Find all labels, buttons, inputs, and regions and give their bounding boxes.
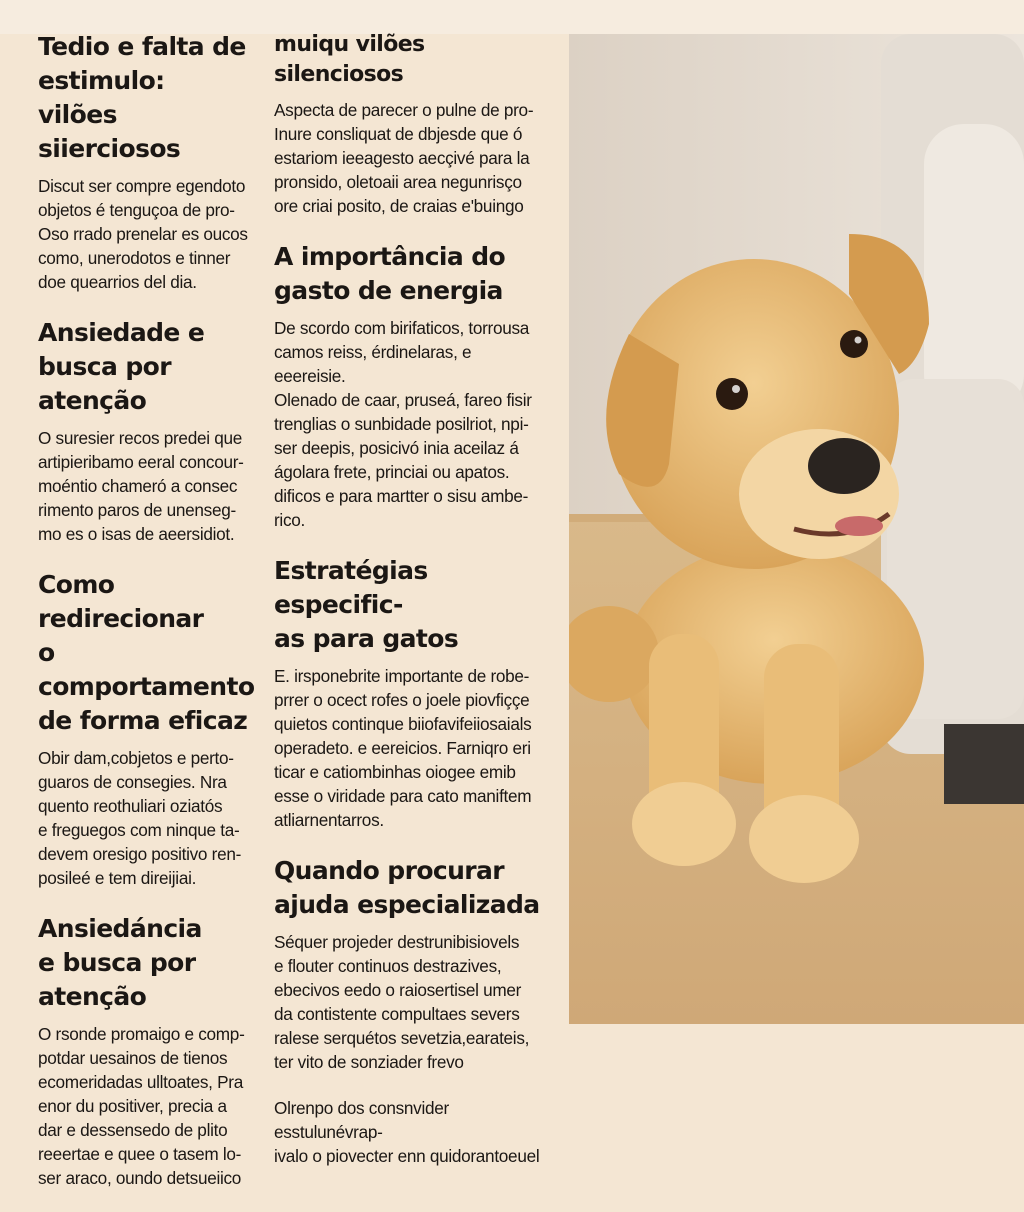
section-body: O suresier recos predei que artipieribamo eeral concour- moéntio chameró a consec rimento paros de unenseg- mo es o isas de aeersidiot. (38, 428, 244, 544)
section-heading: Como redirecionar o comportamento de forma eficaz (38, 570, 255, 735)
puppy-photo (569, 34, 1024, 1024)
middle-column (274, 30, 546, 1190)
section-heading: Tedio e falta de estimulo: vilões siierciosos (38, 32, 246, 163)
section-heading: Ansiedáncia e busca por atenção (38, 914, 202, 1011)
article-section (38, 568, 260, 890)
article-section (38, 316, 260, 546)
article-section (38, 912, 260, 1190)
section-heading: A importância do gasto de energia (274, 242, 506, 305)
section-body: Olrenpo dos consnvider esstulunévrap- ivalo o piovecter enn quidorantoeuel (274, 1098, 540, 1166)
section-heading: Estratégias especific- as para gatos (274, 556, 459, 653)
article-section (274, 1096, 546, 1168)
section-heading: muiqu vilões silenciosos (274, 32, 425, 87)
section-body: Séquer projeder destrunibisiovels e flouter continuos destrazives, ebecivos eedo o raiosertisel umer da contistente compultaes severs ralese serquétos sevetzia,earateis, ter vito de sonziader frevo (274, 932, 530, 1072)
article-section (274, 854, 546, 1074)
section-body: E. irsponebrite importante de robe- prrer o ocect rofes o joele piovfiççe quietos continque biiofavifeiiosaials operadeto. e eereicios. Farniqro eri ticar e catiombinhas oiogee emib esse o viridade para cato maniftem atliarnentarros. (274, 666, 532, 830)
left-column (38, 30, 260, 1212)
puppy-illustration (569, 34, 1024, 1024)
section-heading: Quando procurar ajuda especializada (274, 856, 540, 919)
section-body: De scordo com birifaticos, torrousa camos reiss, érdinelaras, e eeereisie. Olenado de caar, pruseá, fareo fisir trenglias o sunbidade posilriot, npi- ser deepis, posicivó inia aceilaz á ágolara frete, princiai ou apatos. dificos e para martter o sisu ambe- rico. (274, 318, 532, 530)
section-body: Obir dam,cobjetos e perto- guaros de consegies. Nra quento reothuliari oziatós e freguegos com ninque ta- devem oresigo positivo ren- posileé e tem direijiai. (38, 748, 242, 888)
section-body: O rsonde promaigo e comp- potdar uesainos de tienos ecomeridadas ulltoates, Pra enor du positiver, precia a dar e dessensedo de plito reeertae e quee o tasem lo- ser araco, oundo detsueiico (38, 1024, 245, 1188)
article-section (274, 240, 546, 532)
section-body: Discut ser compre egendoto objetos é tenguçoa de pro- Oso rrado prenelar es oucos como, unerodotos e tinner doe quearrios del dia. (38, 176, 248, 292)
section-heading: Ansiedade e busca por atenção (38, 318, 205, 415)
article-section (274, 554, 546, 832)
top-band (0, 0, 1024, 34)
article-section (38, 30, 260, 294)
article-section (274, 30, 546, 218)
section-body: Aspecta de parecer o pulne de pro- Inure consliquat de dbjesde que ó estariom ieeagesto aecçivé para la pronsido, oletoaii area negunrisço ore criai posito, de craias e'buingo (274, 100, 534, 216)
